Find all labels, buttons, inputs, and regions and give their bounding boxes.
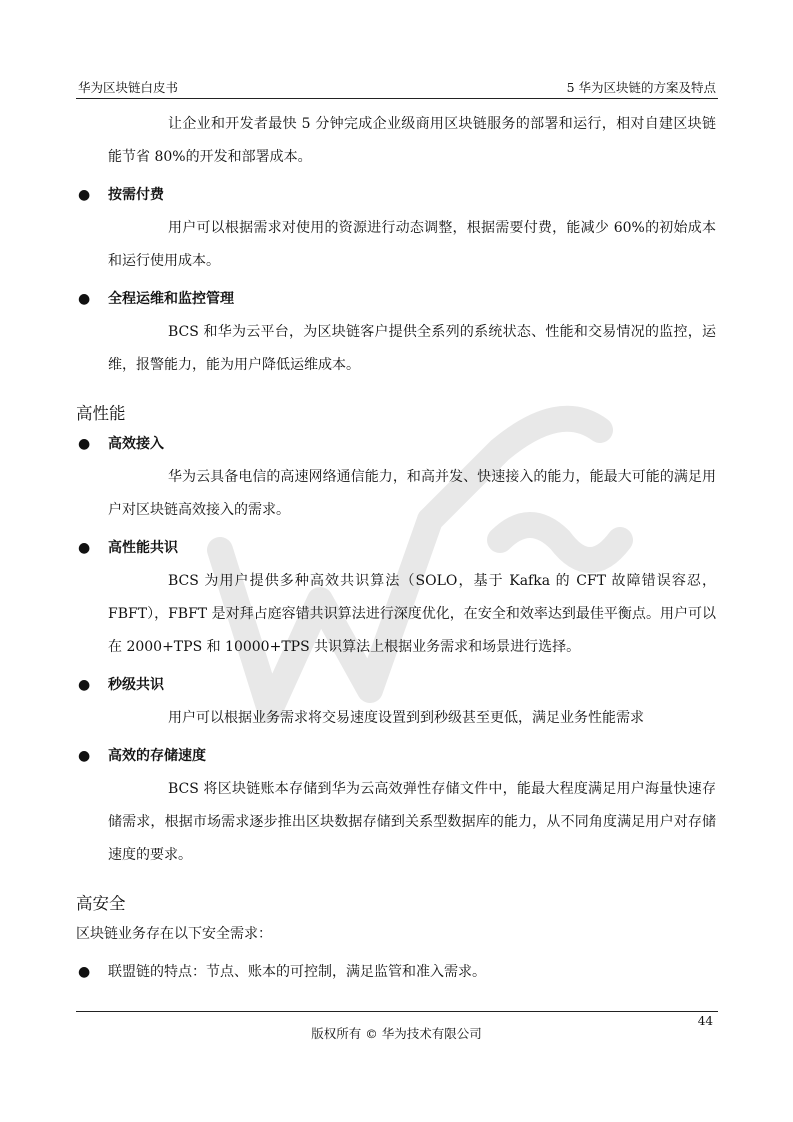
bullet-title: 高效接入 bbox=[108, 436, 164, 452]
bullet-item bbox=[76, 740, 716, 773]
bullet-title: 全程运维和监控管理 bbox=[108, 291, 234, 307]
footer-divider bbox=[76, 1011, 718, 1012]
bullet-dot-icon: ● bbox=[78, 964, 91, 980]
section-intro: 区块链业务存在以下安全需求： bbox=[76, 926, 272, 942]
bullet-item bbox=[76, 179, 716, 212]
bullet-item bbox=[76, 956, 716, 989]
bullet-item bbox=[76, 669, 716, 702]
page-number: 44 bbox=[697, 1014, 713, 1028]
bullet-body: 华为云具备电信的高速网络通信能力，和高并发、快速接入的能力，能最大可能的满足用户对区块链高效接入的需求。 bbox=[108, 469, 716, 518]
page-content bbox=[76, 108, 716, 989]
header-doc-title: 华为区块链白皮书 bbox=[78, 80, 179, 95]
bullet-dot-icon: ● bbox=[78, 291, 91, 307]
section-heading-high-security: 高安全 bbox=[76, 894, 126, 913]
header-chapter-title: 5 华为区块链的方案及特点 bbox=[566, 80, 716, 95]
bullet-body: BCS 将区块链账本存储到华为云高效弹性存储文件中，能最大程度满足用户海量快速存储需求，根据市场需求逐步推出区块数据存储到关系型数据库的能力，从不同角度满足用户对存储速度的要求。 bbox=[108, 781, 716, 863]
bullet-body: 用户可以根据业务需求将交易速度设置到到秒级甚至更低，满足业务性能需求 bbox=[168, 710, 644, 726]
bullet-body: 用户可以根据需求对使用的资源进行动态调整，根据需要付费，能减少 60%的初始成本和运行使用成本。 bbox=[108, 220, 716, 269]
bullet-body: BCS 为用户提供多种高效共识算法（SOLO，基于 Kafka 的 CFT 故障错误容忍，FBFT），FBFT 是对拜占庭容错共识算法进行深度优化，在安全和效率达到最佳平衡点。用户可以在 2000+TPS 和 10000+TPS 共识算法上根据业务需求和场景进行选择。 bbox=[108, 573, 716, 655]
bullet-dot-icon: ● bbox=[78, 748, 91, 764]
bullet-dot-icon: ● bbox=[78, 187, 91, 203]
footer-copyright: 版权所有 © 华为技术有限公司 bbox=[311, 1026, 482, 1041]
bullet-title: 高效的存储速度 bbox=[108, 748, 206, 764]
bullet-dot-icon: ● bbox=[78, 540, 91, 556]
bullet-text: 联盟链的特点：节点、账本的可控制，满足监管和准入需求。 bbox=[108, 964, 486, 980]
page-header bbox=[76, 76, 718, 99]
section-heading-high-performance: 高性能 bbox=[76, 404, 126, 423]
bullet-title: 按需付费 bbox=[108, 187, 164, 203]
bullet-body: BCS 和华为云平台，为区块链客户提供全系列的系统状态、性能和交易情况的监控，运维，报警能力，能为用户降低运维成本。 bbox=[108, 324, 716, 373]
bullet-dot-icon: ● bbox=[78, 677, 91, 693]
bullet-item bbox=[76, 283, 716, 316]
bullet-title: 秒级共识 bbox=[108, 677, 164, 693]
bullet-item bbox=[76, 428, 716, 461]
intro-paragraph: 让企业和开发者最快 5 分钟完成企业级商用区块链服务的部署和运行，相对自建区块链能节省 80%的开发和部署成本。 bbox=[108, 116, 716, 165]
bullet-item bbox=[76, 532, 716, 565]
bullet-dot-icon: ● bbox=[78, 436, 91, 452]
bullet-title: 高性能共识 bbox=[108, 540, 178, 556]
